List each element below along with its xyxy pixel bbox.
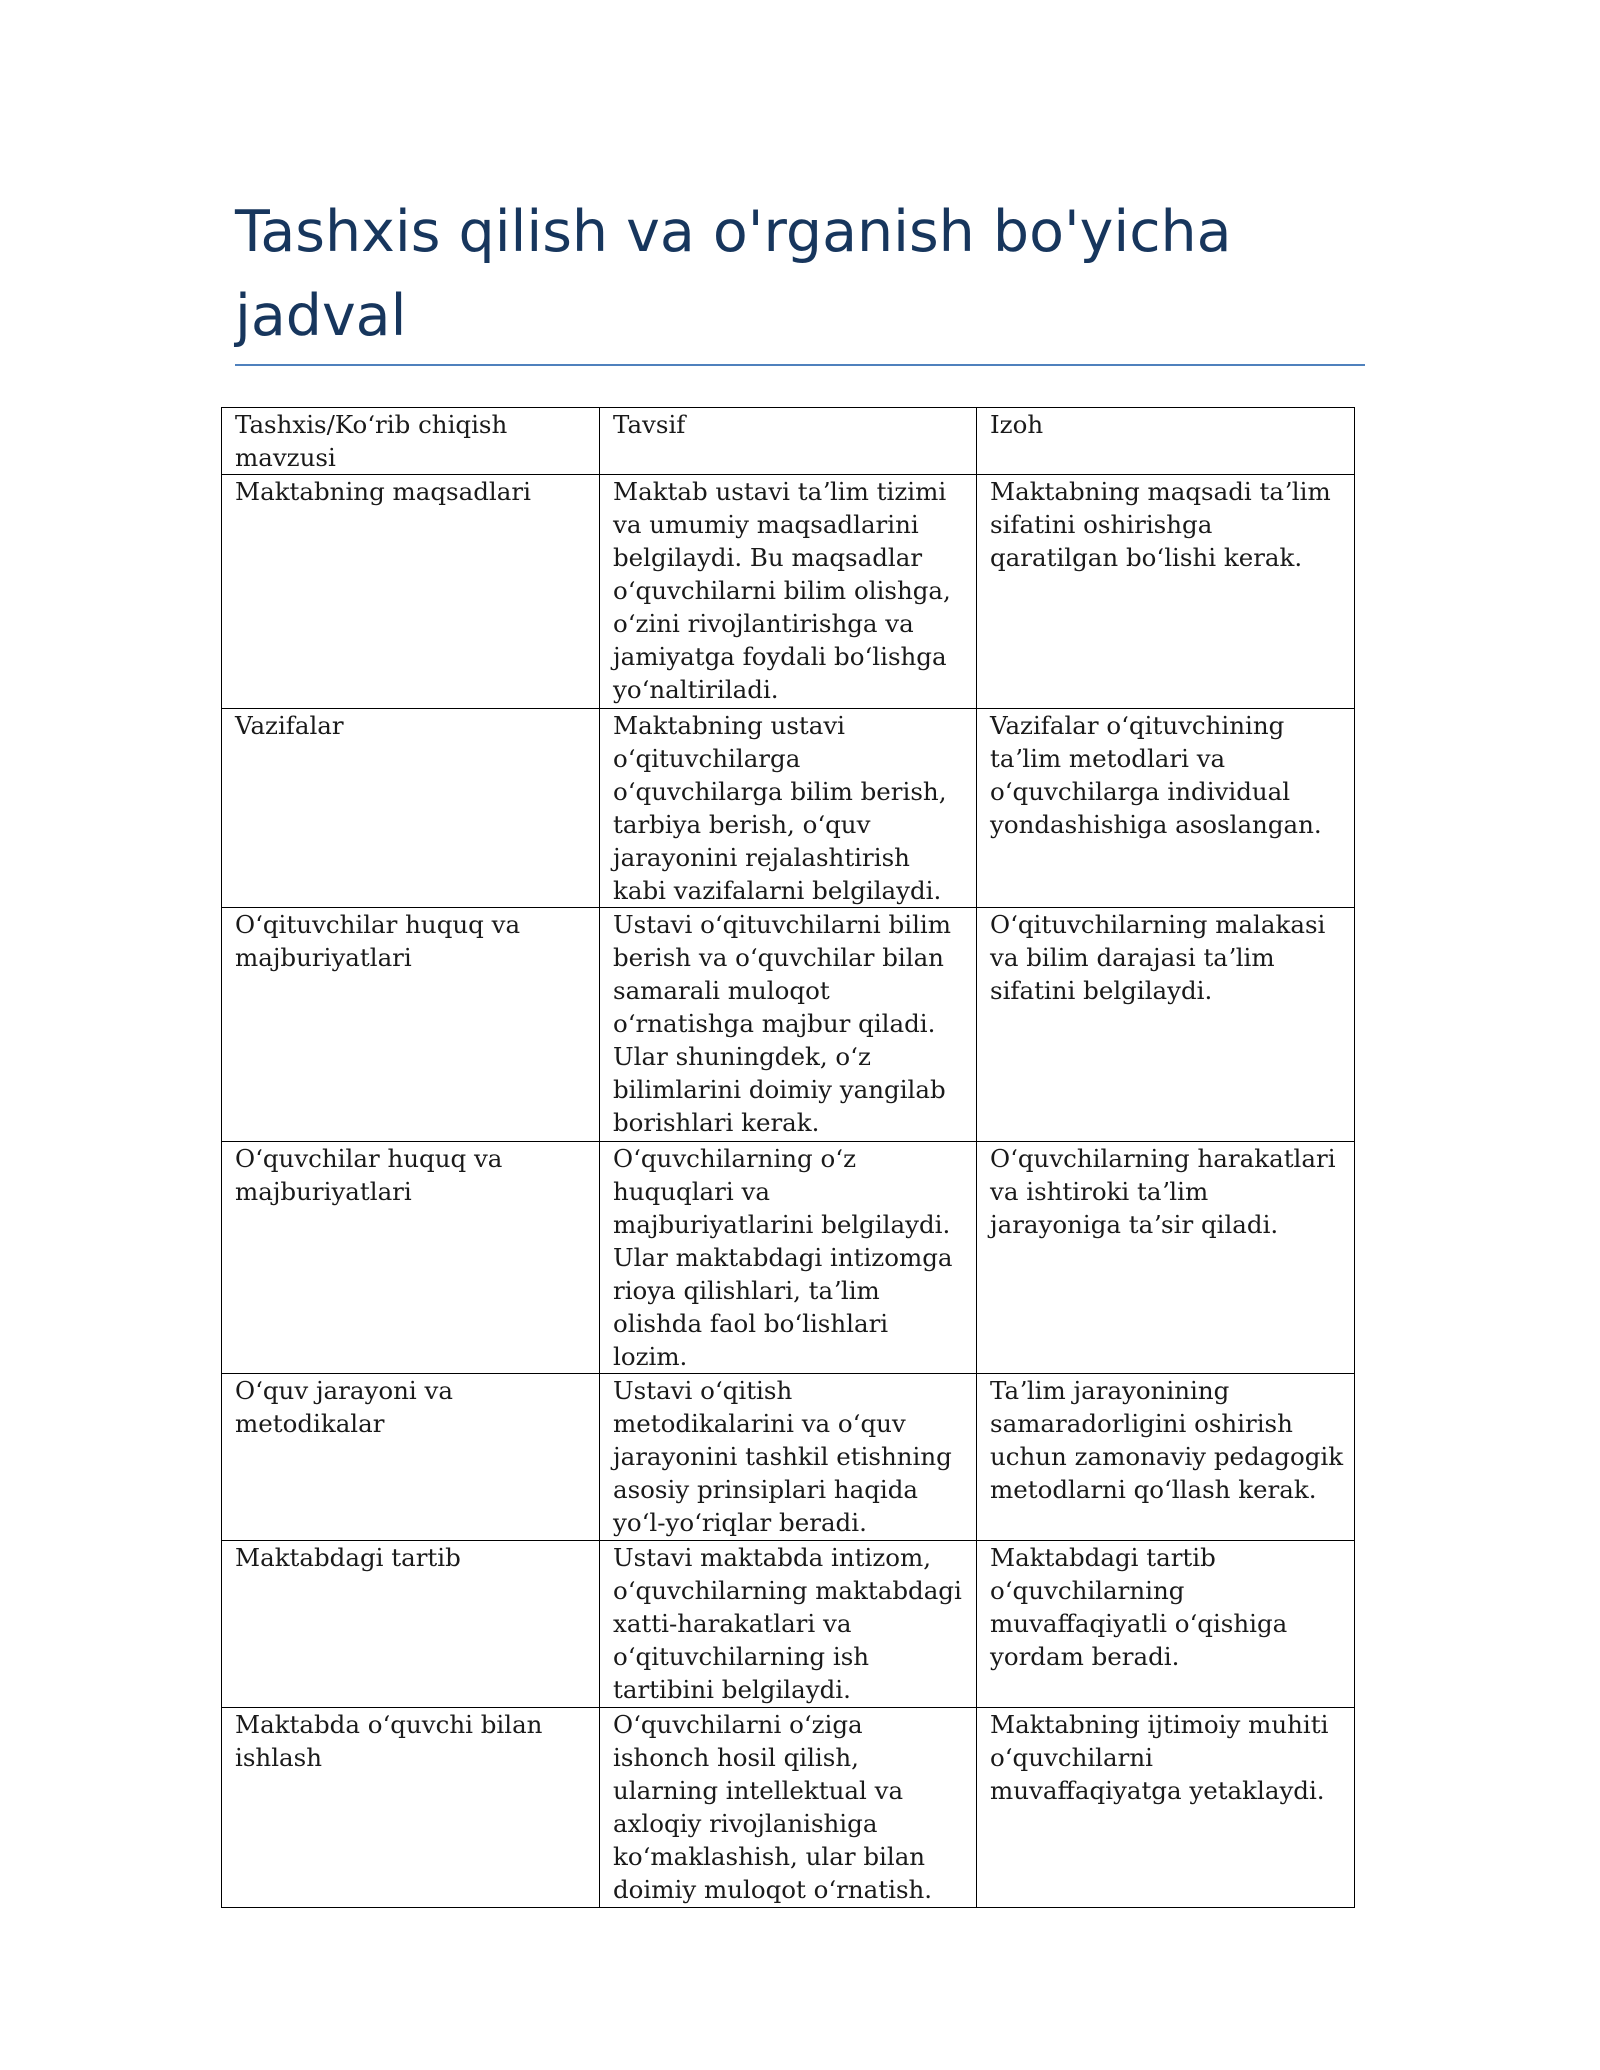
note-cell: Oʻqituvchilarning malakasi va bilim darajasi taʼlim sifatini belgilaydi. (977, 908, 1355, 1142)
table-row (222, 1541, 1355, 1708)
table-row (222, 709, 1355, 908)
note-cell: Vazifalar oʻqituvchining taʼlim metodlari va oʻquvchilarga individual yondashishiga asoslangan. (977, 709, 1355, 908)
description-cell: Ustavi maktabda intizom, oʻquvchilarning maktabdagi xatti-harakatlari va oʻqituvchilarning ish tartibini belgilaydi. (600, 1541, 977, 1708)
description-cell: Maktab ustavi taʼlim tizimi va umumiy maqsadlarini belgilaydi. Bu maqsadlar oʻquvchilarni bilim olishga, oʻzini rivojlantirishga va jamiyatga foydali boʻlishga yoʻnaltiriladi. (600, 475, 977, 709)
topic-cell: Maktabdagi tartib (222, 1541, 600, 1708)
note-cell: Maktabdagi tartib oʻquvchilarning muvaffaqiyatli oʻqishiga yordam beradi. (977, 1541, 1355, 1708)
topic-cell: Vazifalar (222, 709, 600, 908)
note-cell: Maktabning ijtimoiy muhiti oʻquvchilarni muvaffaqiyatga yetaklaydi. (977, 1708, 1355, 1908)
topic-cell: Maktabda oʻquvchi bilan ishlash (222, 1708, 600, 1908)
document-title: Tashxis qilish va o'rganish bo'yicha jadval (235, 199, 1232, 349)
description-cell: Oʻquvchilarni oʻziga ishonch hosil qilish, ularning intellektual va axloqiy rivojlanishiga koʻmaklashish, ular bilan doimiy muloqot oʻrnatish. (600, 1708, 977, 1908)
table-row (222, 1142, 1355, 1374)
table-row (222, 475, 1355, 709)
header-cell-topic: Tashxis/Koʻrib chiqish mavzusi (222, 408, 600, 475)
table-row (222, 1708, 1355, 1908)
description-cell: Oʻquvchilarning oʻz huquqlari va majburiyatlarini belgilaydi. Ular maktabdagi intizomga rioya qilishlari, taʼlim olishda faol boʻlishlari lozim. (600, 1142, 977, 1374)
topic-cell: Oʻquvchilar huquq va majburiyatlari (222, 1142, 600, 1374)
header-cell-description: Tavsif (600, 408, 977, 475)
description-cell: Ustavi oʻqitish metodikalarini va oʻquv jarayonini tashkil etishning asosiy prinsiplari haqida yoʻl-yoʻriqlar beradi. (600, 1374, 977, 1541)
note-cell: Oʻquvchilarning harakatlari va ishtiroki taʼlim jarayoniga taʼsir qiladi. (977, 1142, 1355, 1374)
diagnosis-table (221, 407, 1355, 1908)
table-row (222, 908, 1355, 1142)
topic-cell: Maktabning maqsadlari (222, 475, 600, 709)
topic-cell: Oʻqituvchilar huquq va majburiyatlari (222, 908, 600, 1142)
note-cell: Taʼlim jarayonining samaradorligini oshirish uchun zamonaviy pedagogik metodlarni qoʻllash kerak. (977, 1374, 1355, 1541)
note-cell: Maktabning maqsadi taʼlim sifatini oshirishga qaratilgan boʻlishi kerak. (977, 475, 1355, 709)
table-row (222, 1374, 1355, 1541)
header-cell-note: Izoh (977, 408, 1355, 475)
topic-cell: Oʻquv jarayoni va metodikalar (222, 1374, 600, 1541)
description-cell: Maktabning ustavi oʻqituvchilarga oʻquvchilarga bilim berish, tarbiya berish, oʻquv jarayonini rejalashtirish kabi vazifalarni belgilaydi. (600, 709, 977, 908)
table-header-row (222, 408, 1355, 475)
description-cell: Ustavi oʻqituvchilarni bilim berish va oʻquvchilar bilan samarali muloqot oʻrnatishga majbur qiladi. Ular shuningdek, oʻz bilimlarini doimiy yangilab borishlari kerak. (600, 908, 977, 1142)
title-underline (235, 364, 1365, 366)
